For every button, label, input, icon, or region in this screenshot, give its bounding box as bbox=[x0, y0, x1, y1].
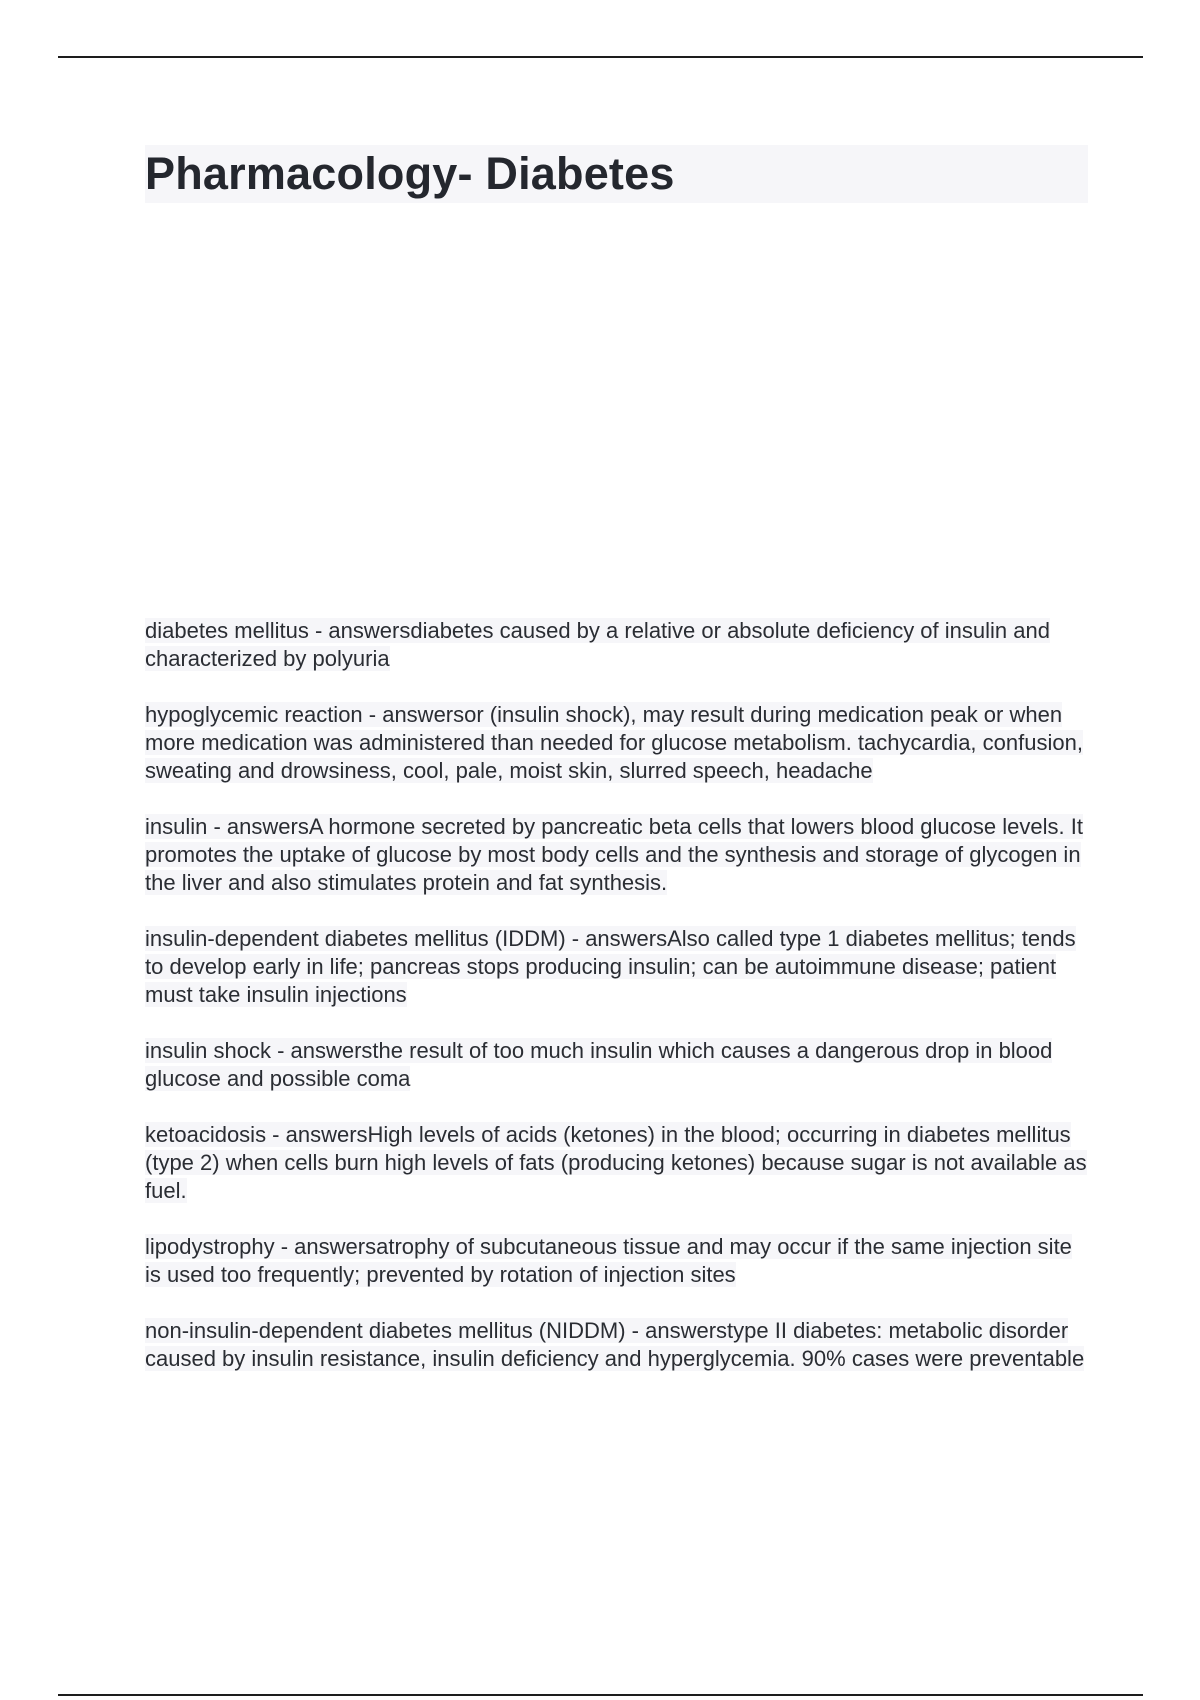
flashcard-entry-hypoglycemic-reaction bbox=[145, 701, 1090, 785]
flashcard-entry-ketoacidosis bbox=[145, 1121, 1090, 1205]
flashcard-entry-niddm bbox=[145, 1317, 1090, 1373]
title-block bbox=[145, 145, 1088, 203]
entry-text: insulin - answersA hormone secreted by pancreatic beta cells that lowers blood glucose levels. It promotes the uptake of glucose by most body cells and the synthesis and storage of glycogen in the liver and also stimulates protein and fat synthesis. bbox=[145, 814, 1083, 895]
flashcard-list bbox=[145, 617, 1090, 1401]
flashcard-entry-insulin-shock bbox=[145, 1037, 1090, 1093]
flashcard-entry-iddm bbox=[145, 925, 1090, 1009]
bottom-rule bbox=[58, 1694, 1143, 1696]
entry-text: insulin-dependent diabetes mellitus (IDDM) - answersAlso called type 1 diabetes mellitus; tends to develop early in life; pancreas stops producing insulin; can be autoimmune disease; patient must take insulin injections bbox=[145, 926, 1076, 1007]
flashcard-entry-insulin bbox=[145, 813, 1090, 897]
entry-text: ketoacidosis - answersHigh levels of acids (ketones) in the blood; occurring in diabetes mellitus (type 2) when cells burn high levels of fats (producing ketones) because sugar is not available as fuel. bbox=[145, 1122, 1087, 1203]
entry-text: non-insulin-dependent diabetes mellitus (NIDDM) - answerstype II diabetes: metabolic disorder caused by insulin resistance, insulin deficiency and hyperglycemia. 90% cases were preventable bbox=[145, 1318, 1085, 1371]
page-title: Pharmacology- Diabetes bbox=[145, 148, 675, 199]
top-rule bbox=[58, 56, 1143, 58]
flashcard-entry-diabetes-mellitus bbox=[145, 617, 1090, 673]
entry-text: insulin shock - answersthe result of too much insulin which causes a dangerous drop in blood glucose and possible coma bbox=[145, 1038, 1053, 1091]
entry-text: lipodystrophy - answersatrophy of subcutaneous tissue and may occur if the same injection site is used too frequently; prevented by rotation of injection sites bbox=[145, 1234, 1072, 1287]
flashcard-entry-lipodystrophy bbox=[145, 1233, 1090, 1289]
entry-text: hypoglycemic reaction - answersor (insulin shock), may result during medication peak or when more medication was administered than needed for glucose metabolism. tachycardia, confusion, sweating and drowsiness, cool, pale, moist skin, slurred speech, headache bbox=[145, 702, 1083, 783]
entry-text: diabetes mellitus - answersdiabetes caused by a relative or absolute deficiency of insulin and characterized by polyuria bbox=[145, 618, 1050, 671]
